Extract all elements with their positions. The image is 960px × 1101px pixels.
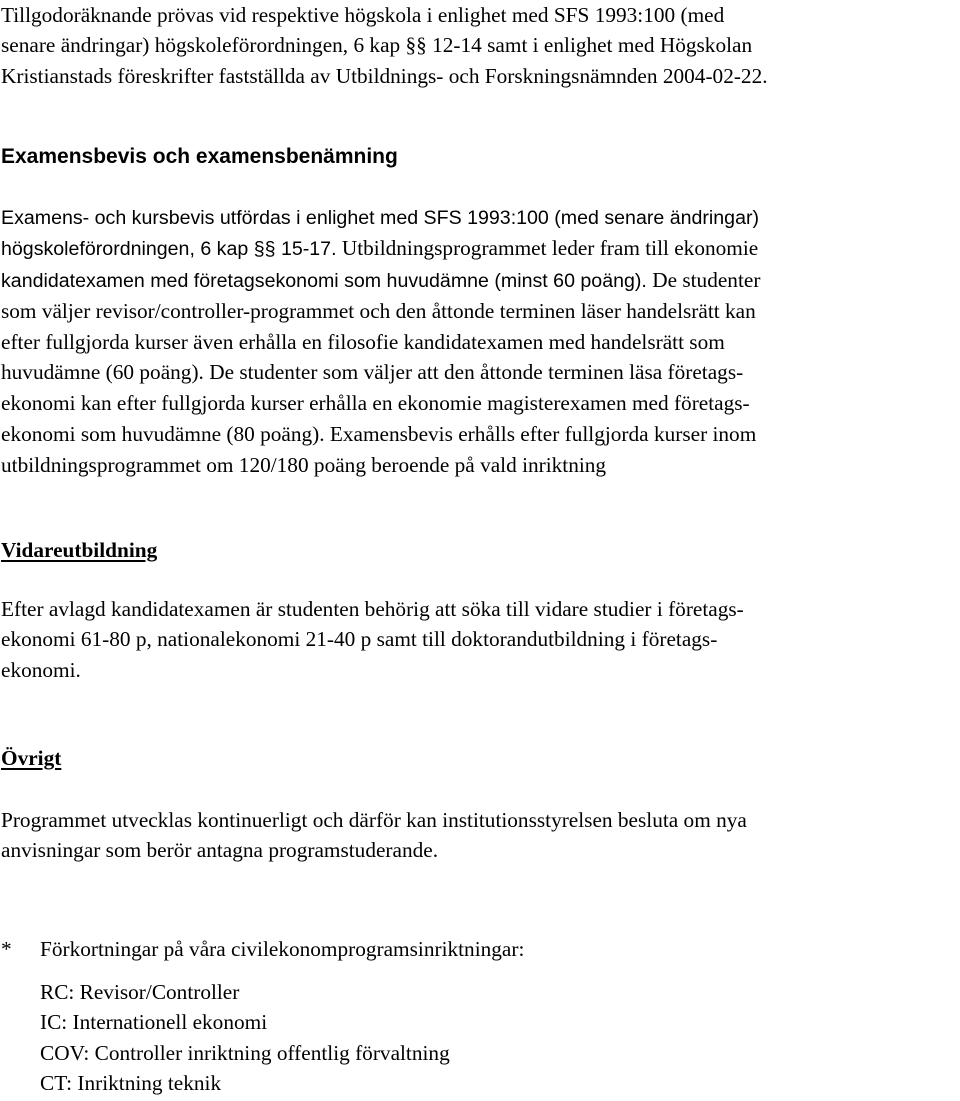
paragraph-line: ekonomi. [1,657,81,682]
intro-line: Kristianstads föreskrifter fastställda av Utbildnings- och Forskningsnämnden 2004-02-22. [1,63,768,88]
ovrigt-paragraph [1,805,951,866]
paragraph-line: ekonomi kan efter fullgjorda kurser erhålla en ekonomie magisterexamen med företags- [1,391,750,416]
paragraph-line: som väljer revisor/controller-programmet och den åttonde terminen läser handelsrätt kan [1,299,756,324]
heading-ovrigt: Övrigt [1,746,62,770]
footnote-title: Förkortningar på våra civilekonomprogramsinriktningar: [40,937,525,961]
examensbevis-paragraph [1,203,951,481]
intro-paragraph [1,0,951,91]
paragraph-line: Examens- och kursbevis utfördas i enlighet med SFS 1993:100 (med senare ändringar) [1,207,760,229]
list-item: COV: Controller inriktning offentlig förvaltning [40,1040,450,1065]
paragraph-line: kandidatexamen med företagsekonomi som huvudämne (minst 60 poäng). De studenter [1,267,761,292]
paragraph-line: utbildningsprogrammet om 120/180 poäng beroende på vald inriktning [1,453,607,478]
list-item: RC: Revisor/Controller [40,980,240,1004]
paragraph-line: ekonomi 61-80 p, nationalekonomi 21-40 p samt till doktorandutbildning i företags- [1,627,718,652]
paragraph-line: huvudämne (60 poäng). De studenter som väljer att den åttonde terminen läsa företags- [1,360,744,385]
list-item: CT: Inriktning teknik [40,1071,222,1096]
intro-line: senare ändringar) högskoleförordningen, 6 kap §§ 12-14 samt i enlighet med Högskolan [1,33,753,58]
paragraph-line: anvisningar som berör antagna programstuderande. [1,838,439,863]
paragraph-line: ekonomi som huvudämne (80 poäng). Examensbevis erhålls efter fullgjorda kurser inom [1,421,757,446]
paragraph-line: Programmet utvecklas kontinuerligt och därför kan institutionsstyrelsen besluta om nya [1,808,747,832]
paragraph-line: efter fullgjorda kurser även erhålla en filosofie kandidatexamen med handelsrätt som [1,329,725,354]
list-item: IC: Internationell ekonomi [40,1010,268,1035]
vidareutbildning-paragraph [1,594,951,685]
heading-examensbevis: Examensbevis och examensbenämning [1,145,398,168]
heading-vidareutbildning: Vidareutbildning [1,538,158,562]
paragraph-line: Efter avlagd kandidatexamen är studenten behörig att söka till vidare studier i företags- [1,597,744,621]
paragraph-line: högskoleförordningen, 6 kap §§ 15-17. Utbildningsprogrammet leder fram till ekonomie [1,236,759,261]
abbreviation-list [40,977,450,1099]
intro-line: Tillgodoräknande prövas vid respektive högskola i enlighet med SFS 1993:100 (med [1,3,725,27]
footnote-marker: * [1,937,12,961]
